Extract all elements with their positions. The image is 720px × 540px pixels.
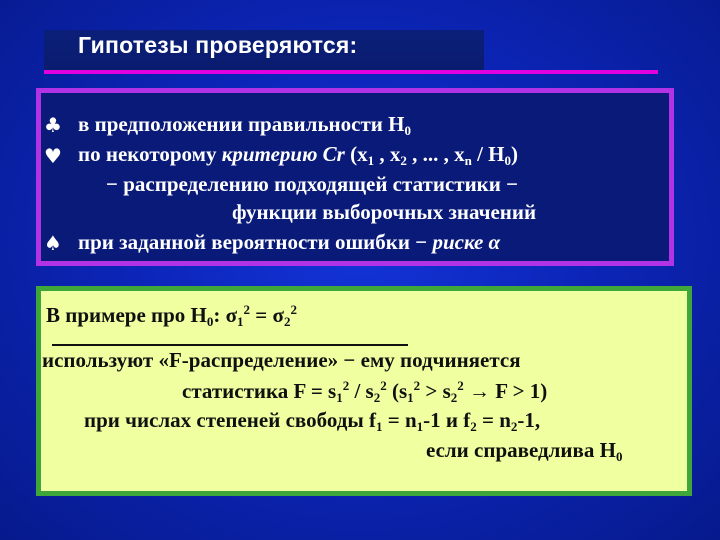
hypothesis-line-5: при заданной вероятности ошибки − риске α xyxy=(78,230,501,254)
example-line-4: при числах степеней свободы $f_1 = n_1-1$ и $f_2 = n_2-1$, xyxy=(84,408,541,434)
hypothesis-line-4: функции выборочных значений xyxy=(232,200,537,224)
hypothesis-line-2: по некоторому критерию Cr ($x_1$ , $x_2$ , ... , $x_n / H_0$) xyxy=(78,142,518,168)
example-line-5: если справедлива $H_0$ xyxy=(426,438,623,464)
heart-icon: ♥ xyxy=(44,144,62,168)
example-line-1: В примере про $H_0$: $\sigma_1^2 = \sigma_2^2$ xyxy=(46,302,297,329)
title-underline xyxy=(44,70,658,74)
slide-title: Гипотезы проверяются: xyxy=(78,32,358,58)
example-line-3: статистика $F = s_1^2 / s_2^2$ $(s_1^2 > s_2^2 \to F > 1)$ xyxy=(182,378,548,405)
hypothesis-line-3: − распределению подходящей статистики − xyxy=(106,172,519,196)
club-icon: ♣ xyxy=(44,113,62,137)
example-line-2: используют «F-распределение» − ему подчиняется xyxy=(42,348,521,372)
spade-icon: ♠ xyxy=(44,231,62,255)
hypothesis-line-1: в предположении правильности $H_0$ xyxy=(78,112,411,138)
separator-line xyxy=(52,344,408,346)
